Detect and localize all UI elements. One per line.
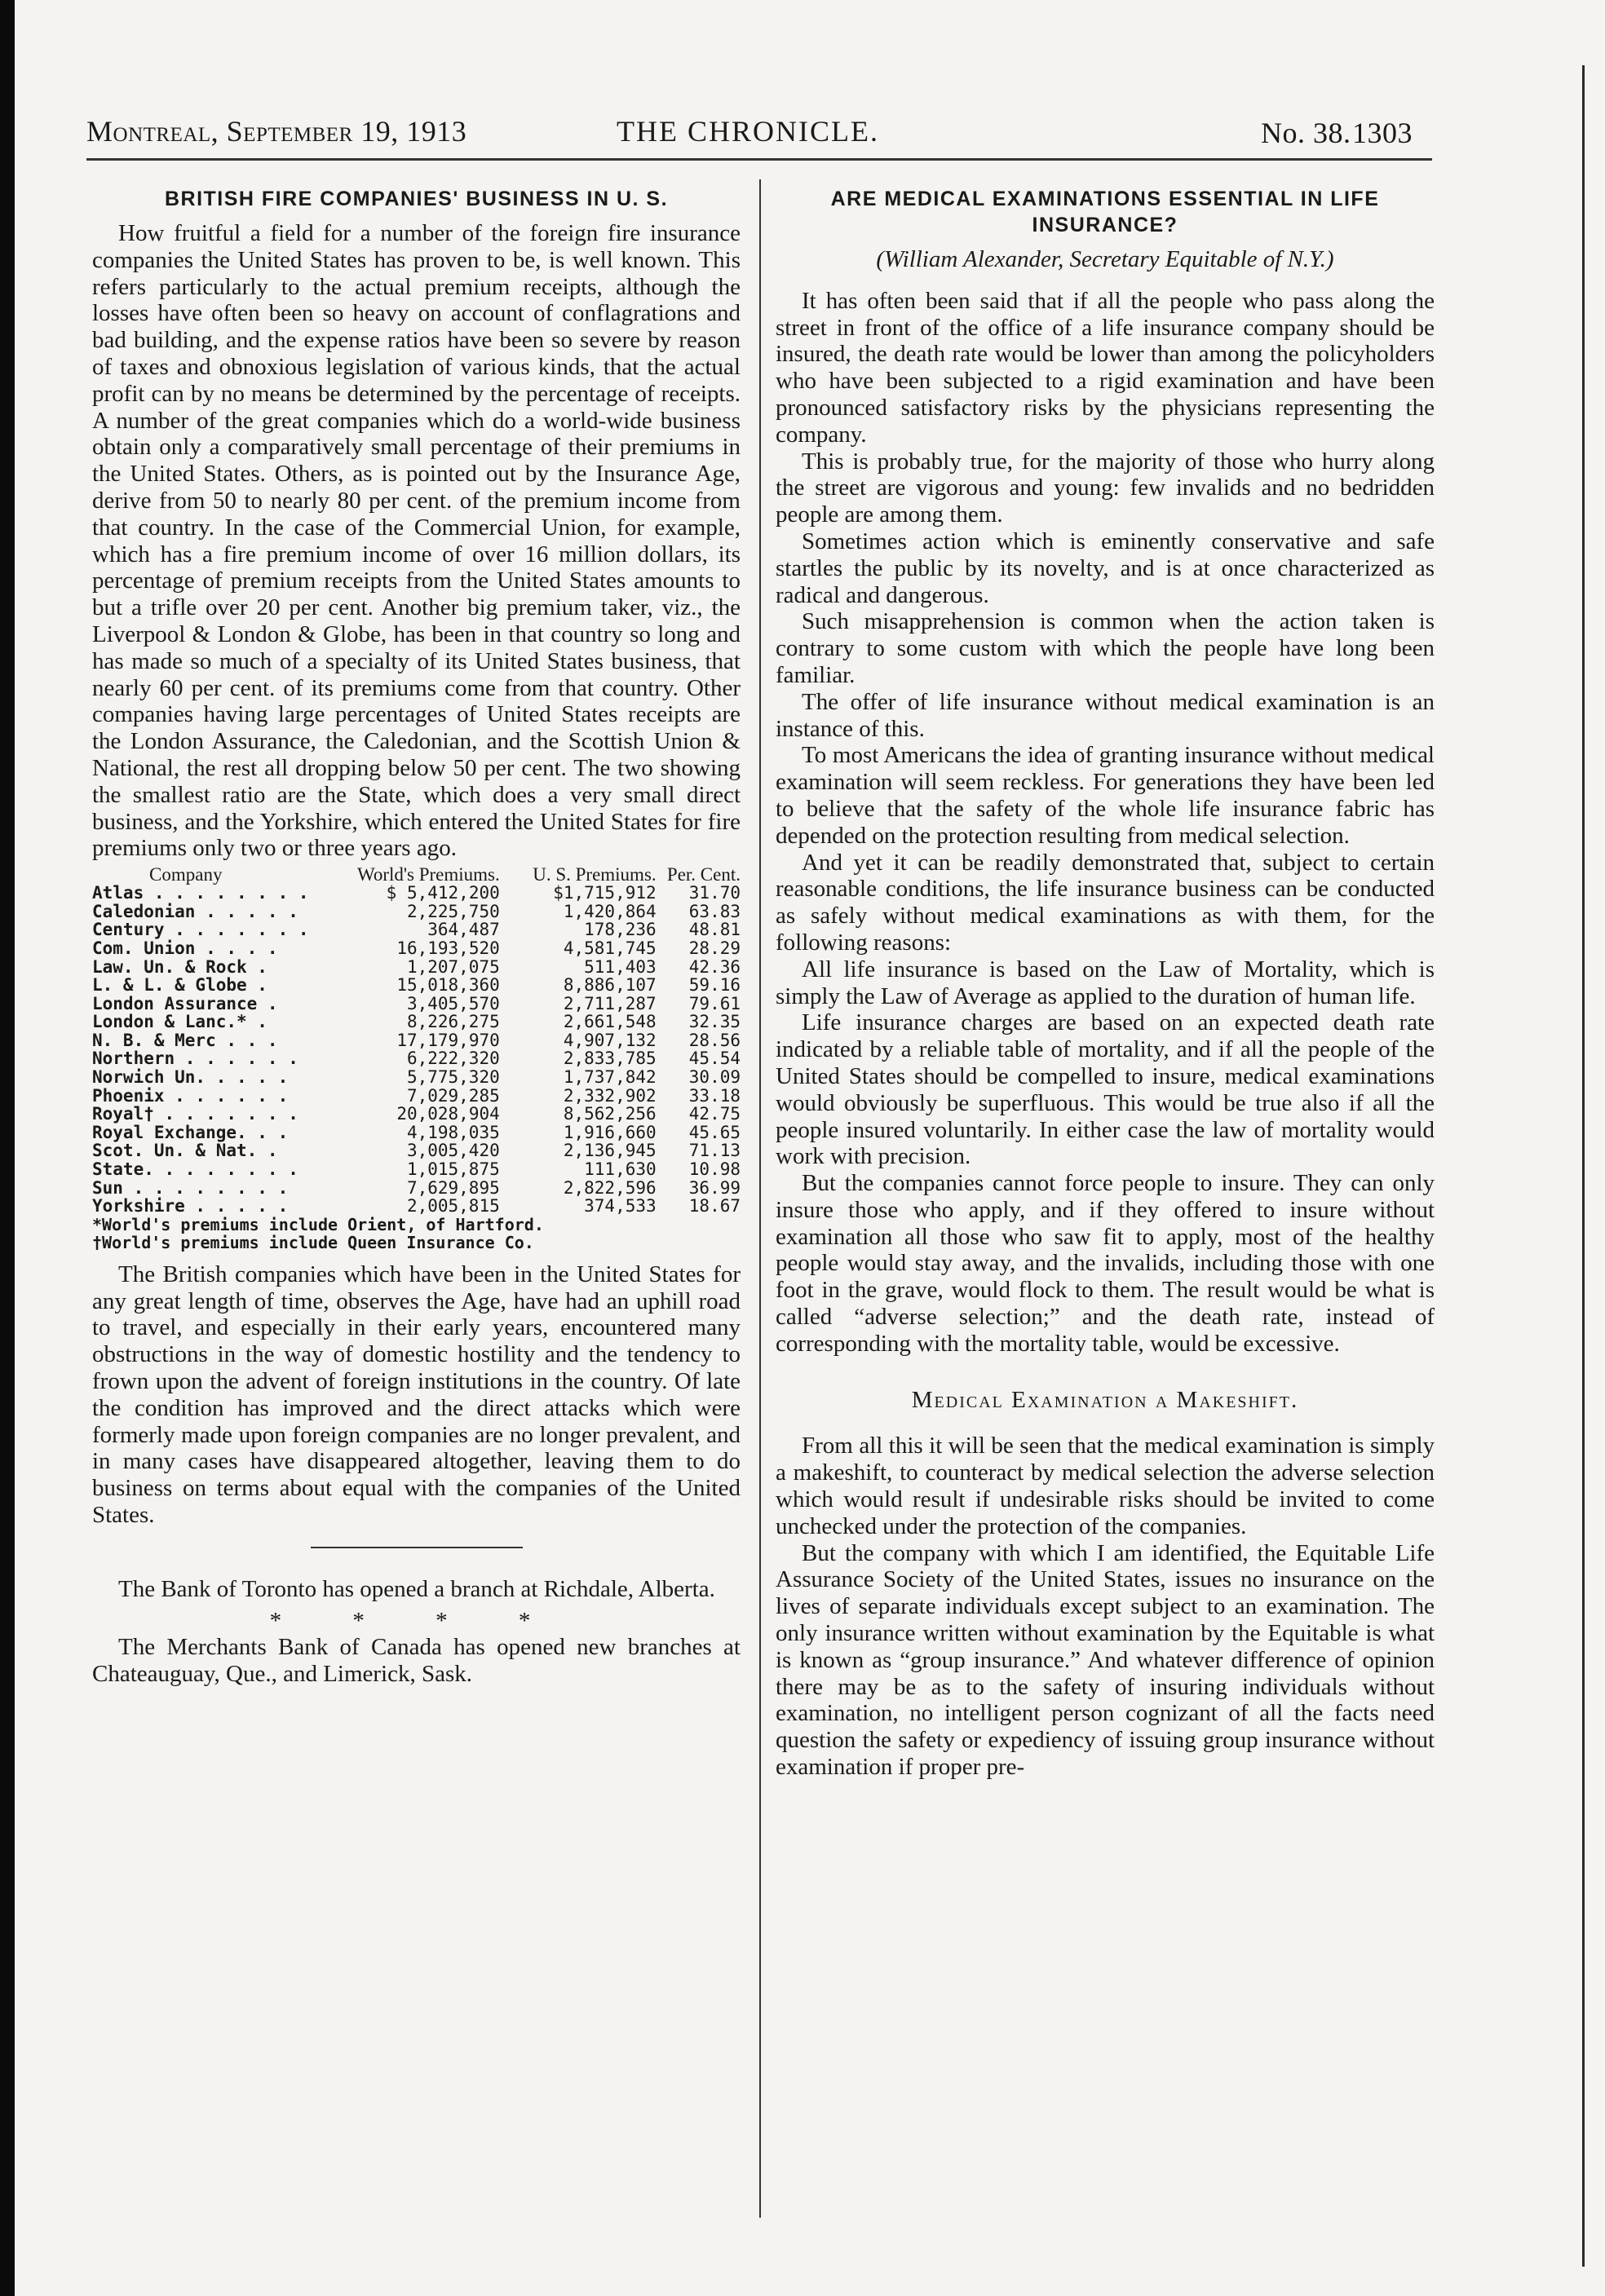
world-premiums-cell: 1,015,875 — [406, 1159, 500, 1180]
percent-cell: 42.75 — [688, 1104, 741, 1124]
article-paragraph: Such misapprehension is common when the action taken is contrary to some custom with which the people have long been familiar. — [776, 608, 1435, 688]
section-subheading: Medical Examination a Makeshift. — [911, 1386, 1299, 1413]
company-cell: Phoenix . . . . . . — [92, 1085, 289, 1106]
company-cell: Century . . . . . . . — [92, 920, 309, 940]
column-divider — [759, 179, 761, 2218]
company-cell: London Assurance . — [92, 993, 278, 1013]
company-cell: Sun . . . . . . . . — [92, 1177, 289, 1198]
table-row — [92, 1197, 741, 1216]
article-paragraph: How fruitful a field for a number of the foreign fire insurance companies the United States has proven to be, is well known. This refers particularly to the actual premium receipts, although the losses have often been so heavy on account of conflagrations and bad building, and the expense ratios have been so severe by reason of taxes and obnoxious legislation of various kinds, that the actual profit can by no means be determined by the percentage of receipts. A number of the great companies which do a world-wide business obtain only a comparatively small percentage of their premiums in the United States. Others, as is pointed out by the Insurance Age, derive from 50 to nearly 80 per cent. of the premium income from that country. In the case of the Commercial Union, for example, which has a fire premium income of over 16 million dollars, its percentage of premium receipts from the United States amounts to but a trifle over 20 per cent. Another big premium taker, viz., the Liverpool & London & Globe, has been in that country so long and has made so much of a specialty of its United States business, that nearly 60 per cent. of its premiums come from that country. Other companies having large percentages of United States receipts are the London Assurance, the Caledonian, and the Scottish Union & National, the rest all dropping below 50 per cent. The two showing the smallest ratio are the State, which does a very small direct business, and the Yorkshire, which entered the United States for fire premiums only two or three years ago. — [92, 220, 741, 862]
percent-cell: 59.16 — [688, 975, 741, 996]
us-premiums-cell: $1,715,912 — [553, 883, 657, 903]
percent-cell: 33.18 — [688, 1085, 741, 1106]
news-item: The Merchants Bank of Canada has opened new branches at Chateauguay, Que., and Limerick, Sask. — [92, 1634, 741, 1688]
company-cell: Scot. Un. & Nat. . — [92, 1141, 278, 1161]
company-cell: Northern . . . . . . — [92, 1049, 298, 1069]
percent-cell: 79.61 — [688, 993, 741, 1013]
table-row — [92, 1087, 741, 1106]
page-header — [86, 106, 1432, 155]
article-paragraph: And yet it can be readily demonstrated that, subject to certain reasonable conditions, the life insurance business can be conducted as safely without medical examinations as with them, for the following reasons: — [776, 849, 1435, 956]
article-title: BRITISH FIRE COMPANIES' BUSINESS IN U. S. — [164, 188, 669, 210]
us-premiums-cell: 2,332,902 — [563, 1085, 657, 1106]
company-cell: London & Lanc.* . — [92, 1012, 268, 1032]
article-paragraph: This is probably true, for the majority of those who hurry along the street are vigorous and young: few invalids and no bedridden people are among them. — [776, 448, 1435, 528]
world-premiums-cell: 3,005,420 — [406, 1141, 500, 1161]
article-paragraph: It has often been said that if all the people who pass along the street in front of the office of a life insurance company should be insured, the death rate would be lower than among the policyholders who have been subjected to a rigid examination and have been pronounced satisfactory risks by the physicians representing the company. — [776, 287, 1435, 448]
us-premiums-cell: 4,581,745 — [563, 938, 657, 958]
dateline: Montreal, September 19, 1913 — [86, 115, 467, 148]
percent-cell: 32.35 — [688, 1012, 741, 1032]
table-row — [92, 921, 741, 939]
us-premiums-cell: 111,630 — [584, 1159, 657, 1180]
article-byline: (William Alexander, Secretary Equitable of N.Y.) — [876, 246, 1334, 272]
table-row — [92, 1013, 741, 1031]
article-paragraph: To most Americans the idea of granting insurance without medical examination will seem reckless. For generations they have been led to believe that the safety of the whole life insurance fabric has depended on the protection resulting from medical selection. — [776, 742, 1435, 849]
us-premiums-cell: 511,403 — [584, 956, 657, 977]
column-header-us: U. S. Premiums. — [533, 864, 657, 885]
table-row — [92, 903, 741, 921]
percent-cell: 10.98 — [688, 1159, 741, 1180]
right-column — [776, 186, 1435, 1781]
world-premiums-cell: 3,405,570 — [406, 993, 500, 1013]
article-paragraph: The offer of life insurance without medical examination is an instance of this. — [776, 688, 1435, 742]
company-cell: Royal Exchange. . . — [92, 1122, 289, 1142]
company-cell: Com. Union . . . . — [92, 938, 278, 958]
article-paragraph: But the company with which I am identified, the Equitable Life Assurance Society of the United States, issues no insurance on the lives of separate individuals except subject to an examination. The only insurance written without examination by the Equitable is what is known as “group insurance.” And whatever difference of opinion there may be as to the safety of insuring individuals without examination, no intelligent person cognizant of all the facts need question the safety or expediency of issuing group insurance without examination if proper pre- — [776, 1539, 1435, 1781]
article-paragraph: But the companies cannot force people to insure. They can only insure those who apply, and if they offered to insure without examination all those who saw fit to apply, most of the healthy people would stay away, and the invalids, including those with one foot in the grave, would flock to them. The result would be what is called “adverse selection;” and the death rate, instead of corresponding with the mortality table, would be excessive. — [776, 1170, 1435, 1357]
table-row — [92, 1031, 741, 1050]
percent-cell: 63.83 — [688, 901, 741, 921]
premiums-table — [92, 865, 741, 1216]
percent-cell: 42.36 — [688, 956, 741, 977]
table-footnote: *World's premiums include Orient, of Hartford. — [92, 1214, 544, 1234]
world-premiums-cell: 2,225,750 — [406, 901, 500, 921]
company-cell: Yorkshire . . . . . — [92, 1196, 289, 1216]
world-premiums-cell: 20,028,904 — [396, 1104, 500, 1124]
column-header-percent: Per. Cent. — [666, 864, 741, 885]
page-edge-line — [1582, 65, 1585, 2267]
company-cell: Royal† . . . . . . . — [92, 1104, 298, 1124]
percent-cell: 30.09 — [688, 1067, 741, 1088]
us-premiums-cell: 4,907,132 — [563, 1030, 657, 1050]
article-paragraph: All life insurance is based on the Law of Mortality, which is simply the Law of Average as applied to the duration of human life. — [776, 956, 1435, 1009]
percent-cell: 45.65 — [688, 1122, 741, 1142]
world-premiums-cell: 364,487 — [427, 920, 500, 940]
article-paragraph: From all this it will be seen that the medical examination is simply a makeshift, to counteract by medical selection the adverse selection which would result if undesirable risks should be invited to come unchecked under the protection of the companies. — [776, 1433, 1435, 1539]
article-paragraph: Life insurance charges are based on an expected death rate indicated by a reliable table of mortality, and if all the people of the United States should be compelled to insure, medical examinations would obviously be superfluous. This would be true also if all the people insured voluntarily. In either case the law of mortality would work with precision. — [776, 1009, 1435, 1170]
table-row — [92, 1160, 741, 1179]
table-row — [92, 958, 741, 977]
company-cell: Norwich Un. . . . . — [92, 1067, 289, 1088]
table-row — [92, 995, 741, 1013]
world-premiums-cell: 5,775,320 — [406, 1067, 500, 1088]
world-premiums-cell: 1,207,075 — [406, 956, 500, 977]
percent-cell: 28.56 — [688, 1030, 741, 1050]
company-cell: Law. Un. & Rock . — [92, 956, 268, 977]
world-premiums-cell: 2,005,815 — [406, 1196, 500, 1216]
section-rule — [311, 1547, 523, 1548]
percent-cell: 48.81 — [688, 920, 741, 940]
table-row — [92, 1179, 741, 1198]
table-row — [92, 976, 741, 995]
table-footnote: †World's premiums include Queen Insurance Co. — [92, 1232, 534, 1252]
percent-cell: 45.54 — [688, 1049, 741, 1069]
us-premiums-cell: 2,711,287 — [563, 993, 657, 1013]
issue-number: No. 38. — [1261, 117, 1351, 149]
us-premiums-cell: 1,916,660 — [563, 1122, 657, 1142]
company-cell: Atlas . . . . . . . . — [92, 883, 309, 903]
left-column — [92, 186, 741, 1688]
company-cell: State. . . . . . . . — [92, 1159, 298, 1180]
world-premiums-cell: 8,226,275 — [406, 1012, 500, 1032]
article-body — [776, 288, 1435, 1358]
newspaper-page — [15, 0, 1605, 2296]
company-cell: Caledonian . . . . . — [92, 901, 298, 921]
world-premiums-cell: 6,222,320 — [406, 1049, 500, 1069]
header-rule — [86, 158, 1432, 161]
us-premiums-cell: 2,661,548 — [563, 1012, 657, 1032]
table-row — [92, 1068, 741, 1087]
world-premiums-cell: 4,198,035 — [406, 1122, 500, 1142]
article-paragraph: Sometimes action which is eminently conservative and safe startles the public by its novelty, and is at once characterized as radical and dangerous. — [776, 528, 1435, 608]
us-premiums-cell: 2,833,785 — [563, 1049, 657, 1069]
article-paragraph: The British companies which have been in the United States for any great length of time, observes the Age, have had an uphill road to travel, and especially in their early years, encountered many obstructions in the way of domestic hostility and the tendency to frown upon the advent of foreign institutions in the country. Of late the condition has improved and the direct attacks which were formerly made upon foreign companies are no longer prevalent, and in many cases have disappeared altogether, leaving them to do business on terms about equal with the companies of the United States. — [92, 1261, 741, 1528]
percent-cell: 71.13 — [688, 1141, 741, 1161]
table-row — [92, 939, 741, 958]
table-row — [92, 1049, 741, 1068]
article-title: ARE MEDICAL EXAMINATIONS ESSENTIAL IN LIFE INSURANCE? — [830, 188, 1380, 236]
table-header-row — [92, 865, 741, 884]
news-item: The Bank of Toronto has opened a branch at Richdale, Alberta. — [118, 1575, 715, 1602]
column-header-company: Company — [149, 864, 223, 885]
us-premiums-cell: 8,562,256 — [563, 1104, 657, 1124]
percent-cell: 28.29 — [688, 938, 741, 958]
us-premiums-cell: 2,822,596 — [563, 1177, 657, 1198]
world-premiums-cell: 7,029,285 — [406, 1085, 500, 1106]
percent-cell: 18.67 — [688, 1196, 741, 1216]
separator-stars: * * * * — [269, 1607, 564, 1634]
table-row — [92, 1124, 741, 1142]
us-premiums-cell: 374,533 — [584, 1196, 657, 1216]
page-number: 1303 — [1352, 117, 1413, 149]
table-row — [92, 1105, 741, 1124]
column-header-world: World's Premiums. — [356, 864, 500, 885]
percent-cell: 31.70 — [688, 883, 741, 903]
us-premiums-cell: 2,136,945 — [563, 1141, 657, 1161]
masthead: THE CHRONICLE. — [617, 115, 879, 148]
table-row — [92, 884, 741, 903]
table-body — [92, 884, 741, 1216]
world-premiums-cell: 16,193,520 — [396, 938, 500, 958]
us-premiums-cell: 178,236 — [584, 920, 657, 940]
percent-cell: 36.99 — [688, 1177, 741, 1198]
company-cell: N. B. & Merc . . . — [92, 1030, 278, 1050]
world-premiums-cell: 15,018,360 — [396, 975, 500, 996]
article-body — [776, 1433, 1435, 1780]
world-premiums-cell: $ 5,412,200 — [386, 883, 500, 903]
us-premiums-cell: 8,886,107 — [563, 975, 657, 996]
world-premiums-cell: 17,179,970 — [396, 1030, 500, 1050]
us-premiums-cell: 1,420,864 — [563, 901, 657, 921]
us-premiums-cell: 1,737,842 — [563, 1067, 657, 1088]
company-cell: L. & L. & Globe . — [92, 975, 268, 996]
world-premiums-cell: 7,629,895 — [406, 1177, 500, 1198]
table-row — [92, 1141, 741, 1160]
